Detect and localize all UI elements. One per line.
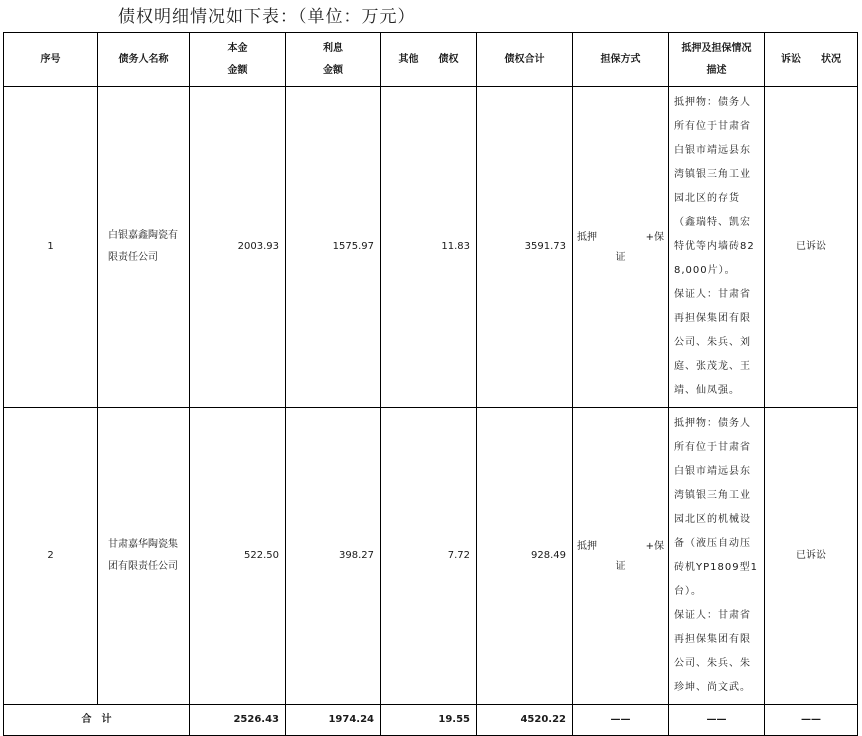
cell-litigation: 已诉讼 [765,408,858,705]
cell-no: 2 [4,408,98,705]
header-row [4,33,858,87]
cell-total: 3591.73 [477,87,573,408]
header-interest: 利息 金额 [286,33,381,87]
guarantee-part-b: +保 [645,541,664,552]
table-row [4,87,858,408]
cell-other: 7.72 [381,408,477,705]
cell-other: 11.83 [381,87,477,408]
header-other: 其他 债权 [381,33,477,87]
cell-no: 1 [4,87,98,408]
cell-principal: 2003.93 [190,87,286,408]
totals-total: 4520.22 [477,705,573,736]
cell-guarantee [573,87,669,408]
totals-row [4,705,858,736]
totals-collateral-dash: —— [669,705,765,736]
guarantee-part-a: 抵押 [577,232,597,243]
header-total: 债权合计 [477,33,573,87]
cell-guarantee [573,408,669,705]
cell-principal: 522.50 [190,408,286,705]
header-debtor: 债务人名称 [98,33,190,87]
cell-interest: 398.27 [286,408,381,705]
cell-litigation: 已诉讼 [765,87,858,408]
header-guarantee: 担保方式 [573,33,669,87]
cell-collateral-desc: 抵押物：债务人 所有位于甘肃省 白银市靖远县东 湾镇银三角工业 园北区的机械设 备（液压自动压 砖机YP1809型1 台）。 保证人：甘肃省 再担保集团有限 公司、朱兵、朱 珍坤、尚文武。 [669,408,765,705]
header-no: 序号 [4,33,98,87]
cell-debtor: 白银嘉鑫陶瓷有限责任公司 [98,87,190,408]
totals-principal: 2526.43 [190,705,286,736]
header-principal: 本金 金额 [190,33,286,87]
cell-debtor: 甘肃嘉华陶瓷集团有限责任公司 [98,408,190,705]
totals-interest: 1974.24 [286,705,381,736]
guarantee-part-a: 抵押 [577,541,597,552]
cell-collateral-desc: 抵押物：债务人 所有位于甘肃省 白银市靖远县东 湾镇银三角工业 园北区的存货 （鑫瑞特、凯宏 特优等内墙砖82 8,000片）。 保证人：甘肃省 再担保集团有限 公司、朱兵、刘 庭、张茂龙、王 靖、仙凤强。 [669,87,765,408]
cell-interest: 1575.97 [286,87,381,408]
header-collateral: 抵押及担保情况 描述 [669,33,765,87]
totals-other: 19.55 [381,705,477,736]
table-row [4,408,858,705]
guarantee-part-c: 证 [615,561,626,572]
guarantee-part-b: +保 [645,232,664,243]
cell-total: 928.49 [477,408,573,705]
debt-detail-table [3,32,858,736]
totals-litigation-dash: —— [765,705,858,736]
header-litigation: 诉讼 状况 [765,33,858,87]
guarantee-part-c: 证 [615,252,626,263]
totals-guarantee-dash: —— [573,705,669,736]
table-caption: 债权明细情况如下表：（单位：万元） [118,7,416,27]
totals-label: 合 计 [4,705,190,736]
